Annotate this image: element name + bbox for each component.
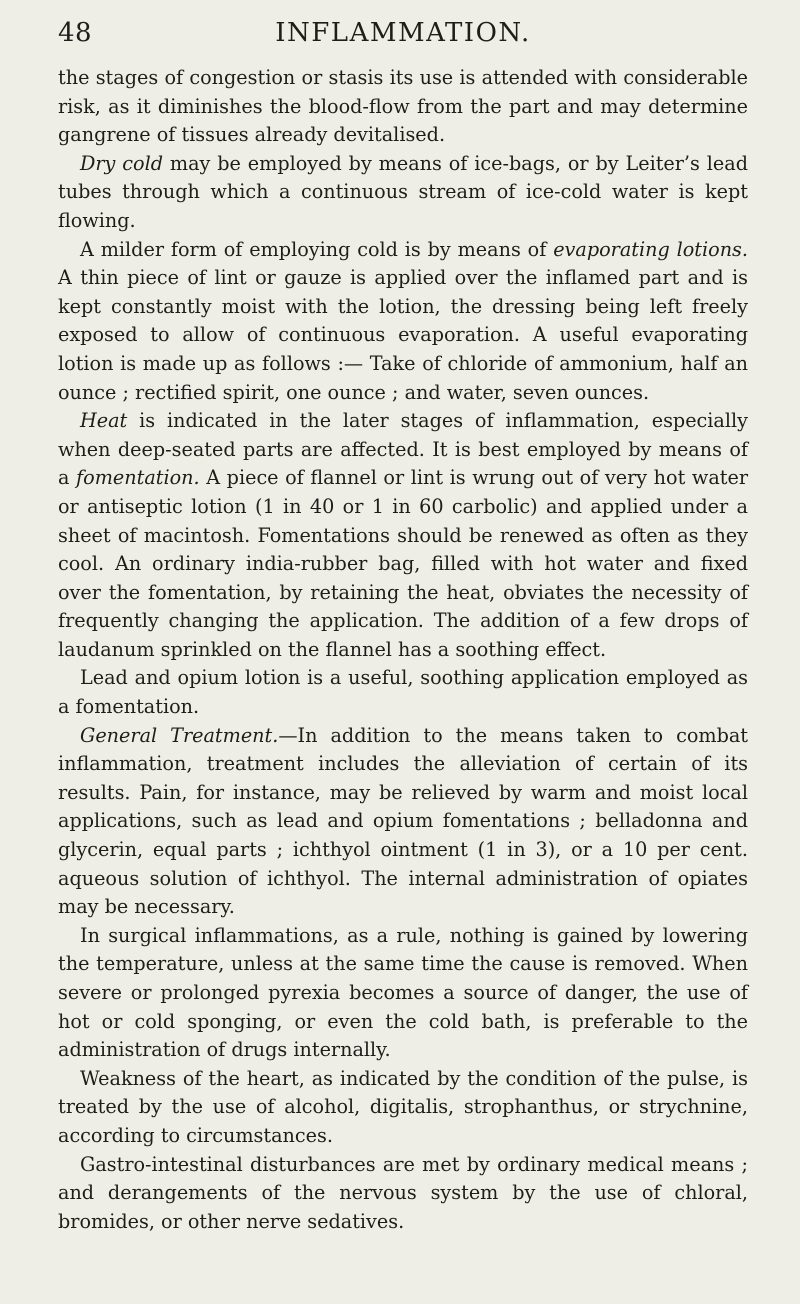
evaporating-lotions-term: evaporating lotions. (553, 237, 749, 261)
dry-cold-text: may be employed by means of ice-bags, or by Leiter’s lead tubes through which a continuous stream of ice-cold water is kept flowing. (58, 151, 748, 232)
evaporating-text: A thin piece of lint or gauze is applied over the inflamed part and is kept constantly moist with the lotion, the dressing being left freely exposed to allow of continuous evaporation. A useful evaporating lotion is made up as follows :— Take of chloride of ammonium, half an ounce ; rectified spirit, one ounce ; and water, seven ounces. (58, 266, 748, 404)
paragraph-evaporating-lotions (58, 236, 748, 408)
paragraph-gastro-intestinal: Gastro-intestinal disturbances are met by ordinary medical means ; and derangements of the nervous system by the use of chloral, bromides, or other nerve sedatives. (58, 1152, 748, 1233)
dry-cold-term: Dry cold (80, 151, 163, 175)
page-number: 48 (58, 18, 93, 48)
heat-intro: is indicated in the later stages of inflammation, especially when deep-seated parts are affected. It is best employed by means of a (58, 409, 748, 490)
evaporating-intro: A milder form of employing cold is by means of (80, 237, 554, 261)
paragraph-general-treatment (58, 722, 748, 922)
heat-term: Heat (80, 409, 128, 433)
general-treatment-text: —In addition to the means taken to combat inflammation, treatment includes the alleviation of certain of its results. Pain, for instance, may be relieved by warm and moist local applications, such as lead and opium fomentations ; belladonna and glycerin, equal parts ; ichthyol ointment (1 in 3), or a 10 per cent. aqueous solution of ichthyol. The internal administration of opiates may be necessary. (58, 723, 749, 919)
paragraph-dry-cold (58, 150, 748, 236)
heat-text: A piece of flannel or lint is wrung out of very hot water or antiseptic lotion (1 in 40 or 1 in 60 carbolic) and applied under a sheet of macintosh. Fomentations should be renewed as often as they cool. An ordinary india-rubber bag, filled with hot water and fixed over the fomentation, by retaining the heat, obviates the necessity of frequently changing the application. The addition of a few drops of laudanum sprinkled on the flannel has a soothing effect. (58, 466, 749, 661)
paragraph-congestion-risk: the stages of congestion or stasis its use is attended with considerable risk, as it diminishes the blood-flow from the part and may determine gangrene of tissues already devitalised. (58, 66, 748, 147)
paragraph-heart-weakness: Weakness of the heart, as indicated by the condition of the pulse, is treated by the use of alcohol, digitalis, strophanthus, or strychnine, according to circumstances. (58, 1066, 748, 1147)
running-head (58, 14, 748, 48)
running-title: INFLAMMATION. (275, 18, 531, 48)
fomentation-term: fomentation. (76, 466, 200, 490)
general-treatment-term: General Treatment. (80, 723, 279, 747)
paragraph-heat (58, 407, 748, 664)
body-text (58, 64, 748, 1236)
paragraph-surgical-inflammations: In surgical inflammations, as a rule, nothing is gained by lowering the temperature, unless at the same time the cause is removed. When severe or prolonged pyrexia becomes a source of danger, the use of hot or cold sponging, or even the cold bath, is preferable to the administration of drugs internally. (58, 923, 748, 1062)
paragraph-lead-opium: Lead and opium lotion is a useful, soothing application employed as a fomentation. (58, 666, 748, 719)
